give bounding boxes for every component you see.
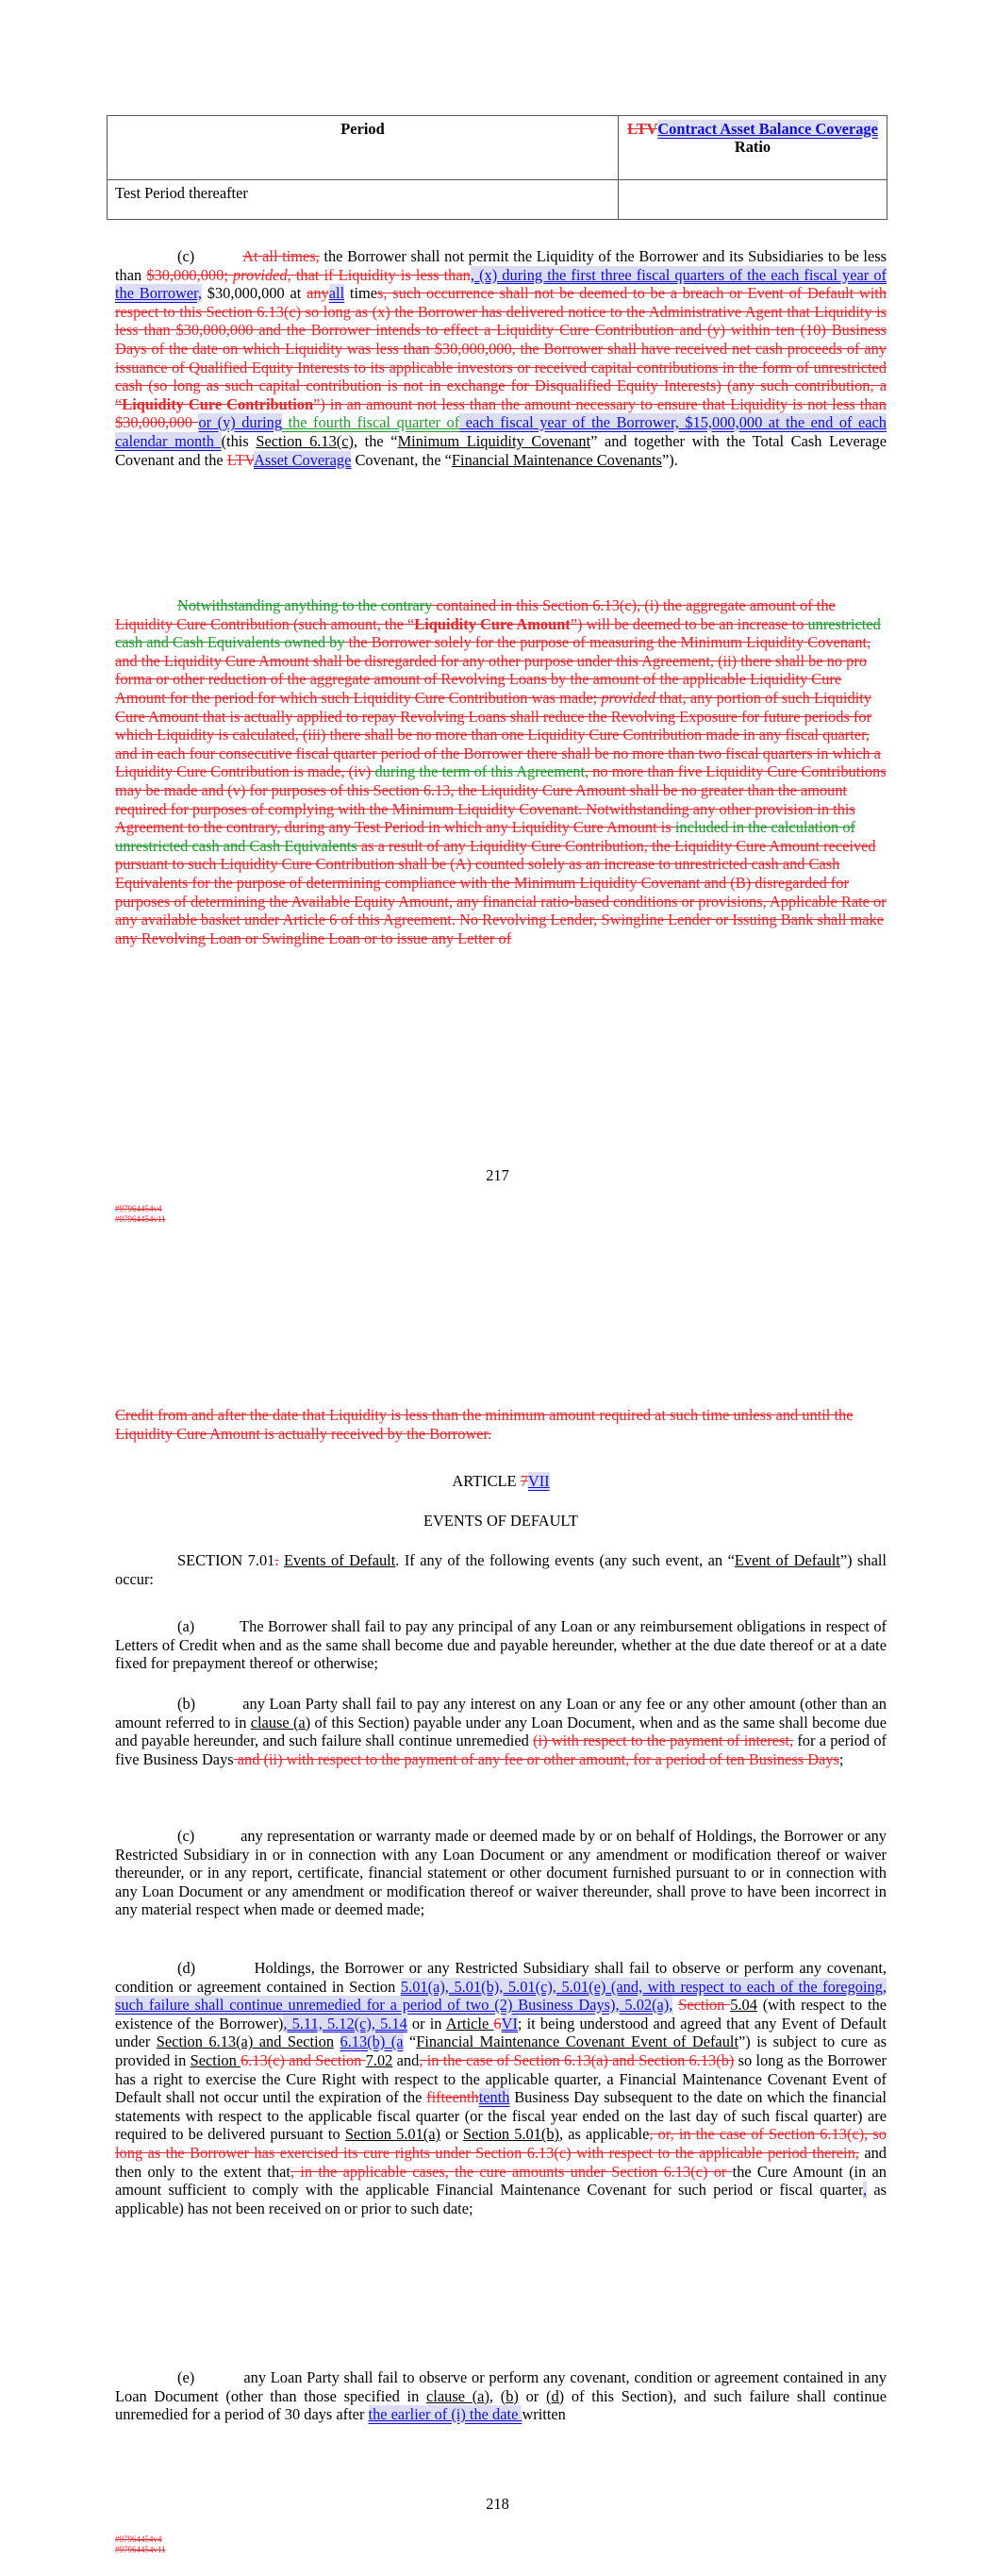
body-text: for a period of five Business Days: [115, 1731, 887, 1768]
body-text: Business Day subsequent to the date on which the financial statements with respect to the applicable fiscal quarter (or the fiscal year ended on the last day of such fiscal quarter) are required to be delivered pursuant to: [115, 2088, 887, 2144]
item-label: (c): [177, 1827, 195, 1845]
moved-text: Notwithstanding anything to the contrary: [177, 596, 433, 614]
del-text: 7: [520, 1472, 528, 1490]
ins-text: each fiscal year of the Borrower, $15,000,000 at the end of each calendar month: [115, 413, 887, 450]
clause-ref: clause (a): [426, 2386, 489, 2405]
body-text: $30,000,000 at: [202, 284, 307, 303]
body-text: ” and together with the Total Cash Leverage Covenant and the: [115, 431, 887, 469]
item-label: (e): [177, 2368, 195, 2386]
item-c: [115, 1827, 887, 1919]
section-ref: Section: [190, 2050, 241, 2069]
item-label: (b): [177, 1695, 196, 1713]
ins-text: , (x) during the first three fiscal quarters of the each fiscal year of the Borrower,: [115, 265, 887, 303]
body-text: ”) is subject to cure as provided in: [115, 2032, 887, 2069]
body-text: Covenant, the “: [351, 450, 452, 469]
footer-doc-id: [115, 2534, 166, 2555]
moved-text: included in the calculation of unrestricted cash and Cash Equivalents: [115, 818, 855, 855]
section-ref: Section 6.13(a) and Section: [156, 2032, 335, 2051]
ins-text: VII: [527, 1472, 550, 1490]
body-text: the Borrower shall not permit the Liquidity of the Borrower and its Subsidiaries to be less than: [115, 247, 887, 284]
body-text: ;: [838, 1749, 844, 1768]
section-7-01: [115, 1551, 887, 1588]
section-ref: 5.04: [730, 1996, 757, 2015]
body-text: or in: [406, 2014, 446, 2032]
clause-ref: (b): [500, 2386, 519, 2405]
del-text: any: [307, 284, 329, 303]
del-text: 6: [493, 2014, 502, 2032]
del-text: , in the applicable cases, the cure amounts under Section 6.13(c) or: [290, 2162, 733, 2181]
section-ref: Section 5.01(b): [462, 2125, 560, 2144]
body-text: ; it being understood and agreed that any Event of Default under: [115, 2014, 887, 2051]
ins-text: the earlier of (i) the date: [368, 2405, 522, 2424]
article-word: ARTICLE: [452, 1472, 521, 1490]
ratio-header-inserted: Contract Asset Balance Coverage: [657, 120, 878, 138]
article-heading: [115, 1472, 887, 1530]
doc-id-2: #97964454v11: [115, 1214, 166, 1224]
item-d: [115, 1959, 887, 2217]
del-text: provided: [601, 688, 655, 707]
carry-over-paragraph: [115, 1406, 887, 1443]
del-text: Section: [678, 1996, 731, 2015]
moved-text: during the term of this Agreement: [374, 762, 586, 781]
body-text: Holdings, the Borrower or any Restricted Subsidiary shall fail to observe or perform any covenant, condition or agreement contained in Section: [115, 1959, 887, 1996]
ins-text: , 5.11, 5.12(c), 5.14: [283, 2014, 407, 2032]
doc-id-2: #97964454v11: [115, 2545, 166, 2554]
del-text: $30,000,000;: [146, 265, 233, 284]
defined-term: Financial Maintenance Covenants: [451, 450, 662, 469]
para-c-label: (c): [177, 247, 195, 265]
ratio-header-tail: Ratio: [734, 138, 771, 156]
clause-ref: clause (a): [250, 1713, 311, 1731]
del-text: that, any portion of such Liquidity Cure Amount that is actually applied to repay Revolving Loans shall reduce the Revolving Exposure for future periods for which Liquidity is calculated, (iii) there shall be no more than one Liquidity Cure Contribution made in any fiscal quarter, and in each four consecutive fiscal quarter period of the Borrower there shall be no more than two fiscal quarters in which a Liquidity Cure Contribution is made, (iv): [115, 688, 881, 781]
del-text: Liquidity Cure Contribution: [122, 394, 314, 413]
section-ref: Section 5.01(a): [344, 2125, 440, 2144]
body-text: . If any of the following events (any such event, an “: [395, 1551, 735, 1569]
item-e: [115, 2368, 887, 2424]
body-text: of this Section) payable under any Loan Document, when and as the same shall become due and payable hereunder, and such failure shall continue unremedied: [115, 1713, 887, 1750]
footer-doc-id: [115, 1204, 166, 1225]
body-text: written: [522, 2405, 566, 2424]
period-row-label: Test Period thereafter: [108, 180, 619, 220]
body-text: any representation or warranty made or deemed made by or on behalf of Holdings, the Borrower or any Restricted Subsidiary in or in connection with any Loan Document or any amendment or modification thereof or waiver thereunder, or in any report, certificate, financial statement or other document furnished pursuant to or in connection with any Loan Document or any amendment or modification thereof or waiver thereunder, shall prove to have been incorrect in any material respect when made or deemed made;: [115, 1827, 887, 1919]
page-number: 217: [486, 1166, 509, 1184]
defined-term: Event of Default: [734, 1551, 840, 1569]
article-title: EVENTS OF DEFAULT: [423, 1511, 578, 1530]
body-text: as applicable) has not been received on or prior to such date;: [115, 2181, 887, 2217]
defined-term: Minimum Liquidity Covenant: [397, 431, 591, 450]
del-text: 6.13(c) and Section: [240, 2050, 366, 2069]
del-text: , no more than five Liquidity Cure Contributions may be made and (v) for purposes of this Section 6.13, the Liquidity Cure Amount shall be no greater than the amount required for purposes of complying with the Minimum Liquidity Covenant. Notwithstanding any other provision in this Agreement to the contrary, during any Test Period in which any Liquidity Cure Amount is: [115, 762, 887, 837]
paragraph-notwithstanding: [115, 596, 887, 947]
item-label: (d): [177, 1959, 196, 1977]
body-text: (with respect to the existence of the Borrower): [115, 1996, 887, 2032]
del-text: LTV: [226, 450, 255, 469]
period-row-value: [619, 180, 887, 220]
ratio-header-deleted: LTV: [627, 120, 658, 138]
ins-text: VI: [501, 2014, 518, 2032]
del-text: provided: [233, 265, 288, 284]
del-text: , or, in the case of Section 6.13(c), so long as the Borrower has exercised its cure rights under Section 6.13(c) with respect to the applicable period therein,: [115, 2125, 887, 2162]
paragraph-c: [115, 247, 887, 469]
body-text: ,: [489, 2386, 501, 2405]
moved-text: unrestricted cash and Cash Equivalents owned by: [115, 614, 881, 652]
ins-text: tenth: [478, 2088, 510, 2107]
del-text: Liquidity Cure Amount: [414, 614, 571, 633]
del-text: ”) will be deemed to be an increase to: [570, 614, 808, 633]
body-text: or: [440, 2125, 463, 2144]
body-text: “: [403, 2032, 417, 2051]
page-number: 218: [486, 2495, 509, 2513]
body-text: time: [344, 284, 378, 303]
body-text: The Borrower shall fail to pay any principal of any Loan or any reimbursement obligations in respect of Letters of Credit when and as the same shall become due and payable hereunder, whether at the due date thereof or at a date fixed for prepayment thereof or otherwise;: [115, 1617, 887, 1673]
section-heading: Events of Default: [283, 1551, 396, 1569]
section-ref: Article: [445, 2014, 494, 2032]
body-text: and: [392, 2050, 420, 2069]
body-text: , the “: [353, 431, 398, 450]
doc-id-1: #97964454v4: [115, 1204, 162, 1213]
item-a: [115, 1617, 887, 1673]
del-text: contained in this Section 6.13(c), (i) the aggregate amount of the Liquidity Cure Contribution (such amount, the “: [115, 596, 836, 633]
ins-text: 5.01(a), 5.01(b), 5.01(c), 5.01(e) (and, with respect to each of the foregoing, such failure shall continue unremedied for a period of two (2) Business Days), 5.02(a),: [115, 1977, 887, 2015]
body-text: any Loan Party shall fail to observe or perform any covenant, condition or agreement contained in any Loan Document (other than those specified in: [115, 2368, 887, 2405]
del-text: as a result of any Liquidity Cure Contribution, the Liquidity Cure Amount received pursuant to such Liquidity Cure Contribution shall be (A) counted solely as an increase to unrestricted cash and Cash Equivalents for the purpose of determining compliance with the Minimum Liquidity Covenant and (B) disregarded for purposes of determining the Available Equity Amount, any financial ratio-based conditions or provisions, Applicable Rate or any available basket under Article 6 of this Agreement. No Revolving Lender, Swingline Lender or Issuing Bank shall make any Revolving Loan or Swingline Loan or to issue any Letter of: [115, 836, 887, 947]
doc-id-1: #97964454v4: [115, 2534, 162, 2544]
del-text: ”) in an amount not less than the amount necessary to ensure that Liquidity is not less than $30,000,000: [115, 394, 887, 432]
del-text: the Borrower solely for the purpose of measuring the Minimum Liquidity Covenant, and the Liquidity Cure Amount shall be disregarded for any other purpose under this Agreement, (ii) there shall be no pro forma or other reduction of the aggregate amount of Revolving Loans by the amount of the applicable Liquidity Cure Amount for the period for which such Liquidity Cure Contribution was made;: [115, 633, 871, 707]
ratio-header: [619, 116, 887, 180]
body-text: any Loan Party shall fail to pay any interest on any Loan or any fee or any other amount (other than an amount referred to in: [115, 1695, 887, 1731]
body-text: , as applicable: [559, 2125, 650, 2144]
del-text: Credit from and after the date that Liquidity is less than the minimum amount required at such time unless and until the Liquidity Cure Amount is actually received by the Borrower.: [115, 1406, 854, 1443]
del-text: (i) with respect to the payment of interest,: [533, 1731, 794, 1750]
ins-text: ,: [862, 2181, 868, 2200]
item-label: (a): [177, 1617, 195, 1635]
del-text: .: [274, 1551, 279, 1569]
del-text: s, such occurrence shall not be deemed to be a breach or Event of Default with respect to this Section 6.13(c) so long as (x) the Borrower has delivered notice to the Administrative Agent that Liquidity is less than $30,000,000 and the Borrower intends to effect a Liquidity Cure Contribution and (y) within ten (10) Business Days of the date on which Liquidity was less than $30,000,000, the Borrower shall have received net cash proceeds of any issuance of Qualified Equity Interests to its applicable investors or received capital contributions in the form of unrestricted cash (so long as such capital contribution is not in exchange for Disqualified Equity Interests) (any such contribution, a “: [115, 284, 887, 413]
del-text: , that if Liquidity is less than: [287, 265, 471, 284]
ins-text: Asset Coverage: [254, 450, 352, 469]
defined-term: Financial Maintenance Covenant Event of Default: [416, 2032, 739, 2051]
section-ref: 7.02: [365, 2050, 393, 2069]
body-text: the Cure Amount (in an amount sufficient to comply with the applicable Financial Maintenance Covenant for such period or fiscal quarter: [115, 2162, 887, 2200]
item-b: [115, 1695, 887, 1768]
del-text: and (ii) with respect to the payment of any fee or other amount, for a period of ten Business Days: [233, 1749, 839, 1768]
body-text: of this Section), and such failure shall continue unremedied for a period of 30 days after: [115, 2386, 887, 2424]
period-ratio-table: [107, 115, 887, 220]
ins-text: all: [328, 284, 345, 303]
del-text: , in the case of Section 6.13(a) and Section 6.13(b): [419, 2050, 735, 2069]
body-text: (this: [221, 431, 257, 450]
del-text: At all times,: [242, 247, 320, 265]
section-ref: Section 6.13(c): [256, 431, 354, 450]
moved-text: the fourth fiscal quarter of: [282, 413, 460, 432]
body-text: ”).: [661, 450, 678, 469]
period-header: Period: [108, 116, 619, 180]
ins-text: or (y) during: [198, 413, 283, 432]
body-text: ”) shall occur:: [115, 1551, 887, 1588]
clause-ref: (d): [546, 2386, 565, 2405]
ins-text: 6.13(b) (a: [340, 2032, 404, 2051]
del-text: fifteenth: [426, 2088, 479, 2107]
body-text: so long as the Borrower has a right to exercise the Cure Right with respect to the applicable quarter, a Financial Maintenance Covenant Event of Default shall not occur until the expiration of the: [115, 2050, 887, 2107]
section-number: SECTION 7.01: [177, 1551, 275, 1569]
body-text: and then only to the extent that: [115, 2143, 887, 2181]
body-text: or: [518, 2386, 547, 2405]
